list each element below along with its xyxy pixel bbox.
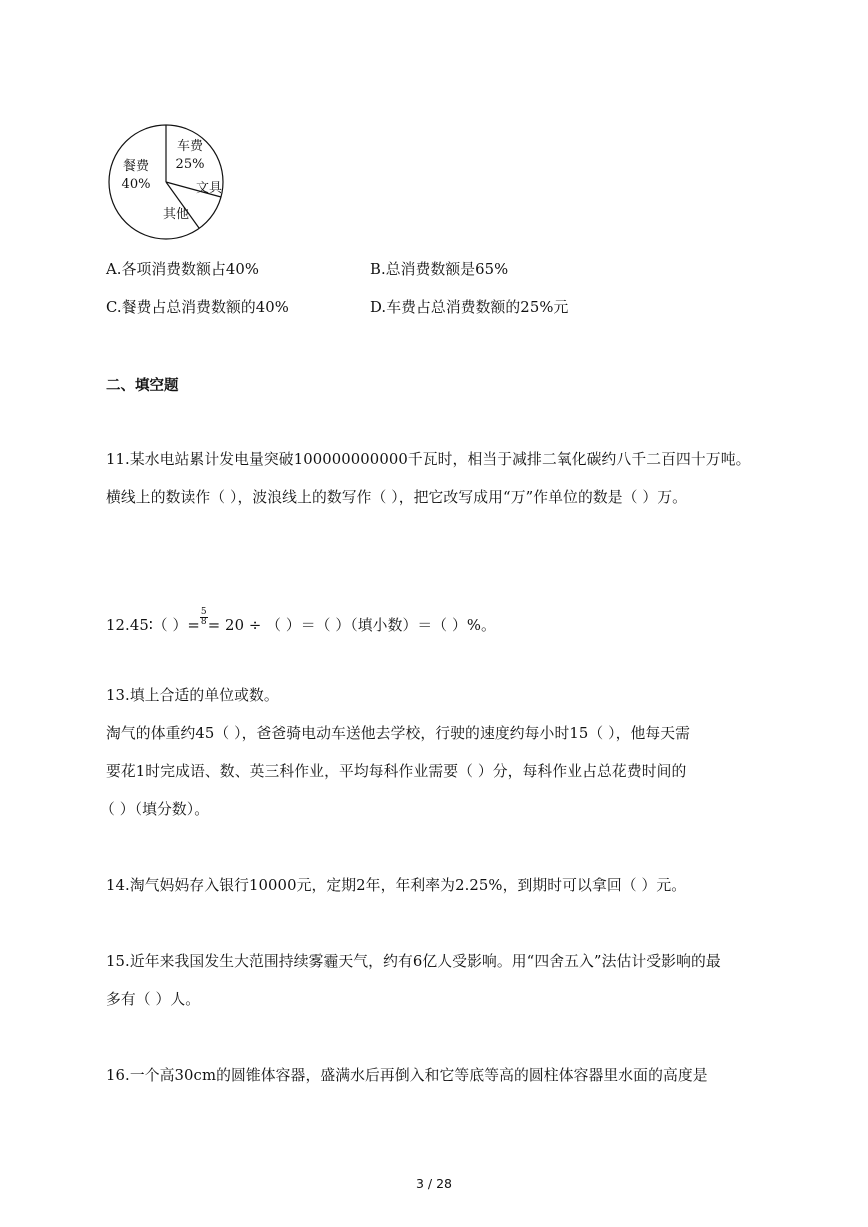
pie-label-car-value: 25% — [175, 157, 205, 172]
q13-line3: （ ）（填分数）。 — [100, 801, 210, 818]
q15-line2: 多有（ ）人。 — [106, 991, 201, 1008]
pie-label-other — [156, 206, 196, 224]
pie-label-meal — [116, 158, 156, 194]
option-c: C.餐费占总消费数额的40% — [106, 299, 289, 316]
option-d: D.车费占总消费数额的25%元 — [370, 299, 569, 316]
pie-label-car — [170, 138, 210, 174]
option-b: B.总消费数额是65% — [370, 261, 509, 278]
q12-frac-den: 8 — [200, 617, 207, 627]
page-number: 3 / 28 — [415, 1176, 453, 1191]
q12-fraction — [200, 608, 208, 627]
q11-line1: 11.某水电站累计发电量突破100000000000千瓦时，相当于减排二氧化碳约八千二百四十万吨。 — [106, 451, 751, 468]
q12-suffix: = 20 ÷ （ ）＝（ ）（填小数）＝（ ）%。 — [207, 617, 496, 634]
q13-line1: 淘气的体重约45（ ），爸爸骑电动车送他去学校，行驶的速度约每小时15（ ），他每天需 — [106, 725, 691, 742]
pie-label-meal-name: 餐费 — [122, 159, 149, 174]
q12-prefix: 12.45∶（ ）= — [106, 617, 200, 634]
q11-line2: 横线上的数读作（ ），波浪线上的数写作（ ），把它改写成用“万”作单位的数是（ ）万。 — [106, 489, 688, 506]
pie-label-stationery — [192, 180, 226, 198]
pie-label-other-name: 其他 — [162, 207, 189, 222]
q12-line — [106, 608, 496, 635]
pie-label-meal-value: 40% — [121, 177, 151, 192]
q16-line: 16.一个高30cm的圆锥体容器，盛满水后再倒入和它等底等高的圆柱体容器里水面的高度是 — [106, 1067, 708, 1084]
pie-label-stationery-name: 文具 — [195, 181, 222, 196]
q14-line: 14.淘气妈妈存入银行10000元，定期2年，年利率为2.25%，到期时可以拿回（ ）元。 — [106, 877, 687, 894]
q13-title: 13.填上合适的单位或数。 — [106, 687, 279, 704]
option-a: A.各项消费数额占40% — [106, 261, 260, 278]
pie-chart — [106, 120, 226, 245]
q13-line2: 要花1时完成语、数、英三科作业，平均每科作业需要（ ）分，每科作业占总花费时间的 — [106, 763, 687, 780]
q12-frac-num: 5 — [200, 607, 207, 617]
q15-line1: 15.近年来我国发生大范围持续雾霾天气，约有6亿人受影响。用“四舍五入”法估计受影响的最 — [106, 953, 721, 970]
pie-label-car-name: 车费 — [176, 139, 203, 154]
section-title: 二、填空题 — [106, 378, 179, 394]
